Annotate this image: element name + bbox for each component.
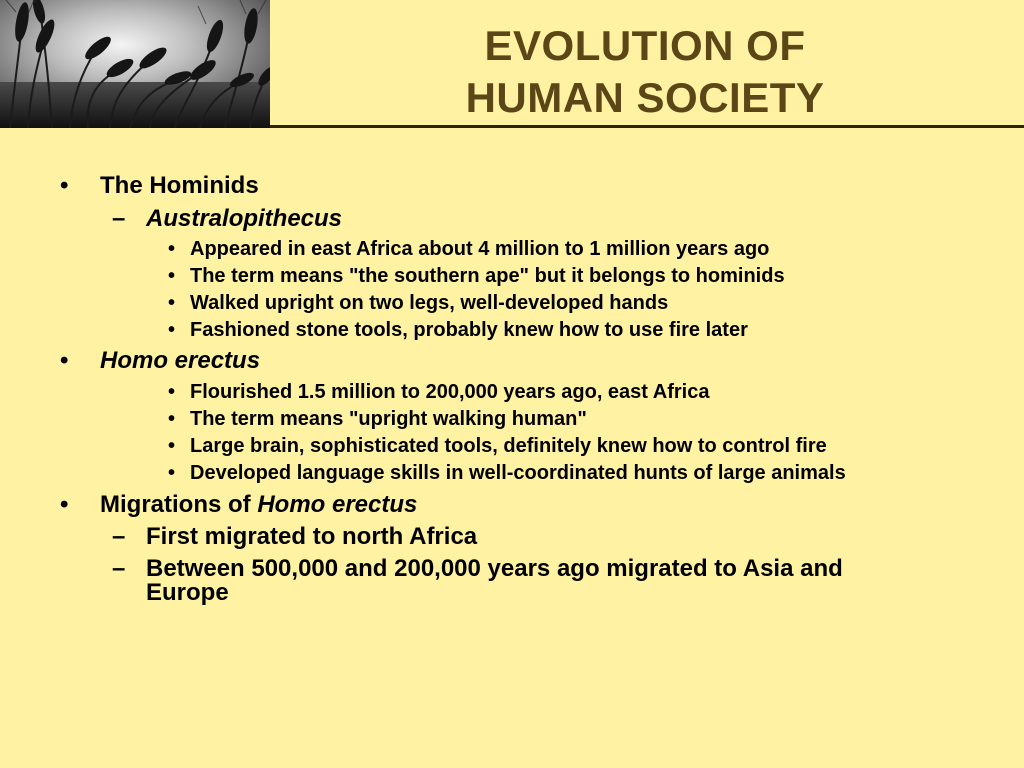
list-item-text: The term means "upright walking human" [190, 408, 587, 430]
dash-marker: – [112, 205, 126, 232]
list-item-text: Fashioned stone tools, probably knew how to use fire later [190, 319, 748, 341]
bullet-marker: • [168, 265, 176, 287]
bullet-marker: • [168, 408, 176, 430]
outline-text: Homo erectus [100, 347, 261, 374]
dash-marker: – [112, 555, 126, 582]
outline-text [100, 491, 417, 519]
bullet-marker: • [168, 381, 176, 403]
outline-text: Australopithecus [146, 205, 343, 232]
list-item-text: Large brain, sophisticated tools, definitely knew how to control fire [190, 435, 827, 457]
bullet-marker: • [60, 172, 69, 199]
bullet-marker: • [168, 238, 176, 260]
bullet-marker: • [168, 435, 176, 457]
title-line-2: HUMAN SOCIETY [465, 74, 825, 121]
list-item-text: Europe [146, 579, 229, 606]
outline-text-plain: Migrations of [100, 491, 258, 518]
list-item-continuation [146, 580, 229, 606]
bullet-marker: • [168, 462, 176, 484]
list-item-text: Between 500,000 and 200,000 years ago migrated to Asia and [146, 555, 843, 582]
dash-marker: – [112, 523, 126, 550]
list-item-text: Appeared in east Africa about 4 million to 1 million years ago [190, 238, 770, 260]
list-item-text: Flourished 1.5 million to 200,000 years ago, east Africa [190, 381, 710, 403]
bullet-marker: • [168, 292, 176, 314]
list-item-text: The term means "the southern ape" but it belongs to hominids [190, 265, 785, 287]
bullet-marker: • [168, 319, 176, 341]
outline-text: The Hominids [100, 172, 259, 199]
title-line-1: EVOLUTION OF [484, 22, 806, 69]
bullet-marker: • [60, 491, 69, 518]
bullet-marker: • [60, 347, 69, 374]
list-item-text: Walked upright on two legs, well-developed hands [190, 292, 669, 314]
list-item-text: Developed language skills in well-coordinated hunts of large animals [190, 462, 846, 484]
outline-text-italic: Homo erectus [257, 491, 418, 518]
list-item-text: First migrated to north Africa [146, 523, 478, 550]
